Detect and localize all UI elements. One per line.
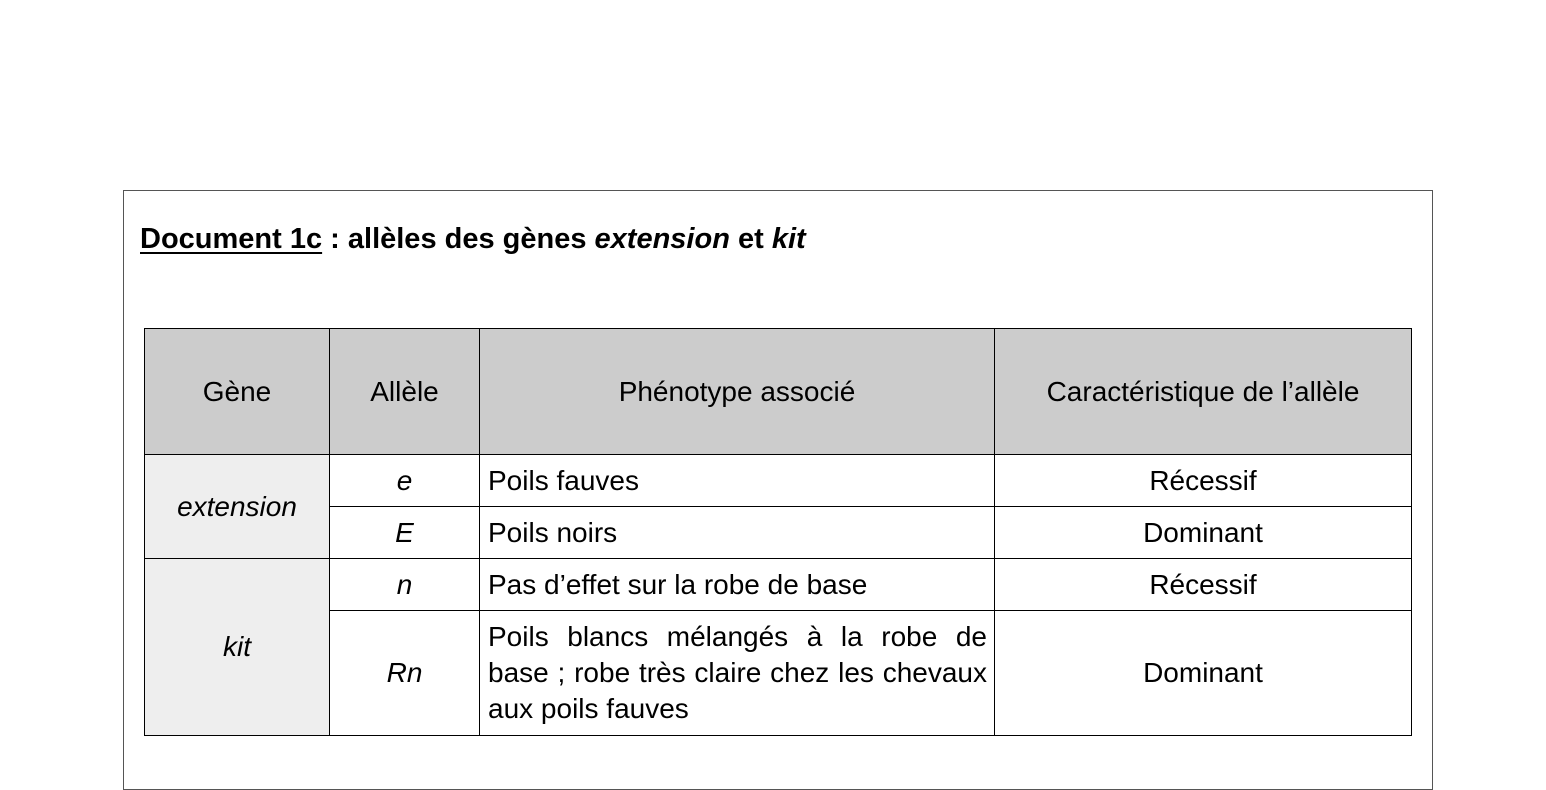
gene-cell-extension: extension [145,455,330,559]
table-header-row [145,329,1412,455]
gene-cell-kit: kit [145,559,330,736]
phenotype-cell: Poils noirs [480,507,995,559]
title-term-kit: kit [771,223,806,255]
header-gene: Gène [145,329,330,455]
table-row [145,455,1412,507]
document-label: Document 1c [140,223,323,255]
characteristic-cell: Récessif [995,559,1412,611]
table-row [145,559,1412,611]
allele-cell: n [330,559,480,611]
characteristic-cell: Dominant [995,611,1412,736]
title-term-extension: extension [594,223,730,255]
alleles-table [144,328,1412,736]
phenotype-cell: Poils blancs mélangés à la robe de base ; robe très claire chez les chevaux aux poils fauves [480,611,995,736]
table-row [145,507,1412,559]
characteristic-cell: Dominant [995,507,1412,559]
title-prefix: : allèles des gènes [322,223,595,255]
header-characteristic: Caractéristique de l’allèle [995,329,1412,455]
table-row [145,611,1412,736]
document-title [140,221,806,257]
allele-cell: Rn [330,611,480,736]
phenotype-cell: Pas d’effet sur la robe de base [480,559,995,611]
allele-cell: E [330,507,480,559]
title-middle: et [729,223,772,255]
header-phenotype: Phénotype associé [480,329,995,455]
characteristic-cell: Récessif [995,455,1412,507]
allele-cell: e [330,455,480,507]
phenotype-cell: Poils fauves [480,455,995,507]
header-allele: Allèle [330,329,480,455]
